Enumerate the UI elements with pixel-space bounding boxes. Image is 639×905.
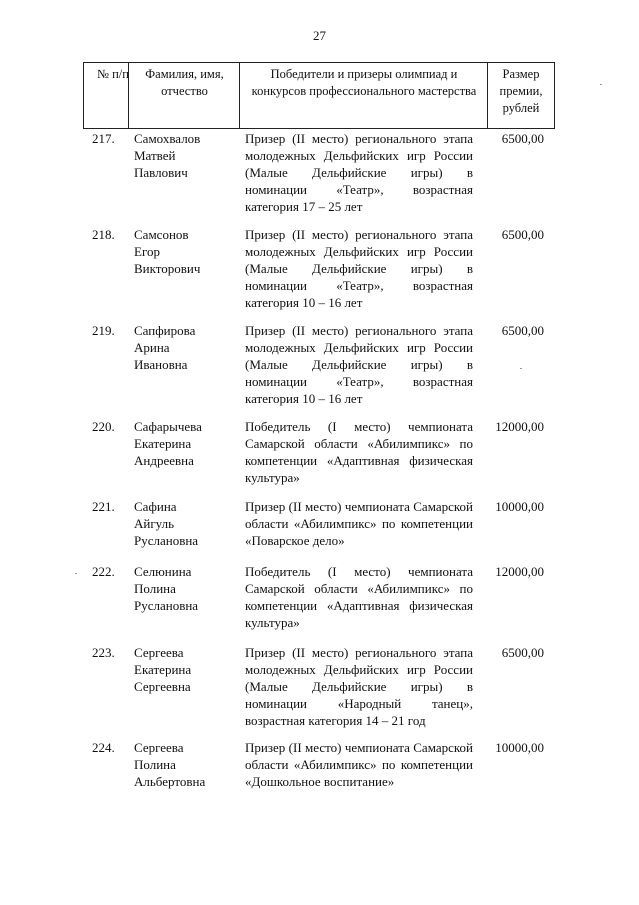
row-name bbox=[134, 226, 234, 277]
row-number: 217. bbox=[92, 131, 115, 146]
row-name bbox=[134, 563, 234, 614]
patronymic: Сергеевна bbox=[134, 679, 191, 694]
header-col-name: Фамилия, имя, отчество bbox=[145, 67, 224, 98]
header-col-amount: Размер премии, рублей bbox=[499, 67, 543, 115]
row-description: Призер (II место) чемпионата Самарской области «Абилимпикс» по компетенции «Дошкольное воспитание» bbox=[245, 740, 473, 789]
row-description: Призер (II место) регионального этапа молодежных Дельфийских игр России (Малые Дельфийские игры) в номинации «Театр», возрастная категория 10 – 16 лет bbox=[245, 323, 473, 406]
surname: Сергеева bbox=[134, 740, 184, 755]
patronymic: Андреевна bbox=[134, 453, 194, 468]
patronymic: Альбертовна bbox=[134, 774, 206, 789]
page-number: 27 bbox=[313, 28, 326, 43]
row-number: 219. bbox=[92, 323, 115, 338]
given-name: Арина bbox=[134, 340, 170, 355]
row-amount: 6500,00 bbox=[501, 645, 544, 660]
patronymic: Викторович bbox=[134, 261, 201, 276]
table-header bbox=[83, 62, 554, 128]
row-number: 223. bbox=[92, 645, 115, 660]
row-amount: 6500,00 bbox=[501, 131, 544, 146]
surname: Сафина bbox=[134, 499, 177, 514]
surname: Сафарычева bbox=[134, 419, 202, 434]
patronymic: Руслановна bbox=[134, 598, 199, 613]
scan-speck bbox=[75, 573, 77, 574]
row-amount: 12000,00 bbox=[495, 419, 544, 434]
row-description: Победитель (I место) чемпионата Самарской области «Абилимпикс» по компетенции «Адаптивная физическая культура» bbox=[245, 564, 473, 630]
row-description: Призер (II место) регионального этапа молодежных Дельфийских игр России (Малые Дельфийские игры) в номинации «Театр», возрастная категория 17 – 25 лет bbox=[245, 131, 473, 214]
scan-speck bbox=[520, 368, 522, 369]
row-name bbox=[134, 644, 234, 695]
row-name bbox=[134, 130, 234, 181]
row-description: Призер (II место) регионального этапа молодежных Дельфийских игр России (Малые Дельфийские игры) в номинации «Театр», возрастная категория 10 – 16 лет bbox=[245, 227, 473, 310]
row-description: Призер (II место) регионального этапа молодежных Дельфийских игр России (Малые Дельфийские игры) в номинации «Народный танец», возрастная категория 14 – 21 год bbox=[245, 645, 473, 728]
given-name: Екатерина bbox=[134, 436, 192, 451]
row-name bbox=[134, 498, 234, 549]
patronymic: Руслановна bbox=[134, 533, 199, 548]
header-border-right bbox=[554, 62, 555, 128]
row-description: Призер (II место) чемпионата Самарской области «Абилимпикс» по компетенции «Поварское дело» bbox=[245, 499, 473, 548]
row-amount: 6500,00 bbox=[501, 323, 544, 338]
row-name bbox=[134, 418, 234, 469]
surname: Самохвалов bbox=[134, 131, 201, 146]
row-description: Победитель (I место) чемпионата Самарской области «Абилимпикс» по компетенции «Адаптивная физическая культура» bbox=[245, 419, 473, 485]
row-number: 220. bbox=[92, 419, 115, 434]
patronymic: Ивановна bbox=[134, 357, 188, 372]
header-col-desc: Победители и призеры олимпиад и конкурсов профессионального мастерства bbox=[251, 67, 477, 98]
given-name: Екатерина bbox=[134, 662, 192, 677]
scan-speck bbox=[600, 84, 602, 85]
row-amount: 10000,00 bbox=[495, 740, 544, 755]
row-amount: 6500,00 bbox=[501, 227, 544, 242]
row-number: 224. bbox=[92, 740, 115, 755]
given-name: Полина bbox=[134, 581, 176, 596]
given-name: Матвей bbox=[134, 148, 176, 163]
surname: Сапфирова bbox=[134, 323, 196, 338]
surname: Самсонов bbox=[134, 227, 189, 242]
row-name bbox=[134, 739, 234, 790]
surname: Селюнина bbox=[134, 564, 192, 579]
header-col-num: № п/п bbox=[97, 67, 129, 81]
given-name: Полина bbox=[134, 757, 176, 772]
given-name: Егор bbox=[134, 244, 160, 259]
patronymic: Павлович bbox=[134, 165, 188, 180]
surname: Сергеева bbox=[134, 645, 184, 660]
row-amount: 10000,00 bbox=[495, 499, 544, 514]
row-number: 221. bbox=[92, 499, 115, 514]
row-number: 222. bbox=[92, 564, 115, 579]
given-name: Айгуль bbox=[134, 516, 175, 531]
row-amount: 12000,00 bbox=[495, 564, 544, 579]
row-number: 218. bbox=[92, 227, 115, 242]
row-name bbox=[134, 322, 234, 373]
